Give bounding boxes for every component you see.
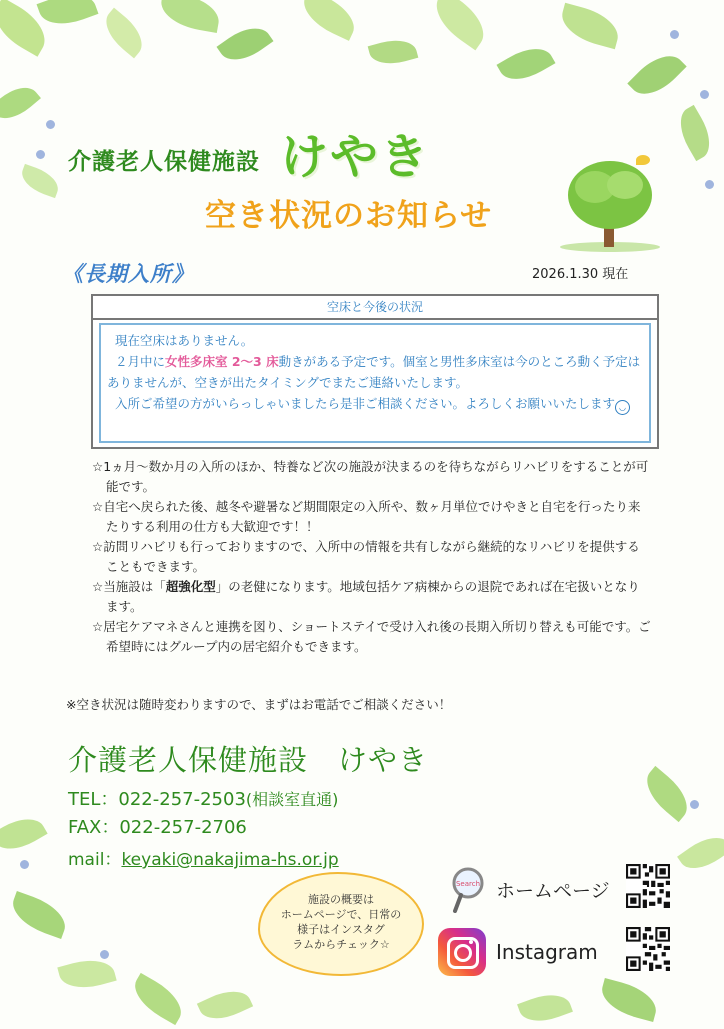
date-label: 2026.1.30 現在 xyxy=(532,267,629,282)
callout-line: ホームページで、日常の xyxy=(280,908,402,921)
tel-note: (相談室直通) xyxy=(245,790,339,809)
facility-name-heading: けやき xyxy=(280,129,431,185)
status-line-2-pre: ２月中に xyxy=(114,354,165,369)
status-box-title: 空床と今後の状況 xyxy=(93,296,657,320)
search-icon-text: Search xyxy=(455,880,481,888)
mail-link[interactable]: keyaki@nakajima-hs.or.jp xyxy=(121,850,339,870)
feature-list xyxy=(92,457,652,657)
instagram-link[interactable]: Instagram xyxy=(496,940,598,964)
tel-number[interactable]: 022-257-2503 xyxy=(118,789,246,810)
callout-line: 施設の概要は xyxy=(308,893,374,906)
list-item: ☆自宅へ戻られた後、越冬や避暑など期間限定の入所や、数ヶ月単位でけやきと自宅を行ったり来たりする利用の仕方も大歓迎です！！ xyxy=(92,499,641,534)
section-label: 《長期入所》 xyxy=(62,262,194,286)
list-item: ☆居宅ケアマネさんと連携を図り、ショートステイで受け入れ後の長期入所切り替えも可能です。ご希望時にはグループ内の居宅紹介もできます。 xyxy=(92,619,651,654)
contact-facility-name: 介護老人保健施設 けやき xyxy=(68,743,429,777)
facility-type-heading: 介護老人保健施設 xyxy=(68,149,260,175)
search-icon[interactable] xyxy=(449,867,487,913)
list-item: ☆1ヵ月～数か月の入所のほか、特養など次の施設が決まるのを待ちながらリハビリをすることが可能です。 xyxy=(92,459,649,494)
callout-text xyxy=(274,892,408,952)
list-item-text: ☆当施設は「 xyxy=(92,579,166,594)
tree-illustration xyxy=(555,155,665,255)
tel-label: TEL： xyxy=(68,789,119,810)
fax-number: 022-257-2706 xyxy=(119,817,247,838)
status-box xyxy=(91,294,659,449)
contact-fax xyxy=(68,813,247,839)
status-highlight: 女性多床室 2～3 床 xyxy=(164,354,279,369)
footnote: ※空き状況は随時変わりますので、まずはお電話でご相談ください！ xyxy=(66,697,452,712)
mail-label: mail： xyxy=(68,850,122,870)
notice-title: 空き状況のお知らせ xyxy=(205,198,493,234)
instagram-icon[interactable] xyxy=(438,928,486,976)
instagram-qr-code-icon[interactable] xyxy=(626,927,670,971)
callout-line: ラムからチェック☆ xyxy=(292,938,390,951)
list-item xyxy=(92,577,652,617)
list-item-text: 」の老健になります。地域包括ケア病棟からの退院であれば在宅扱いとなります。 xyxy=(106,579,640,614)
callout-line: 様子はインスタグ xyxy=(297,923,385,936)
list-item: ☆訪問リハビリも行っておりますので、入所中の情報を共有しながら継続的なリハビリを提供することもできます。 xyxy=(92,539,640,574)
status-line-1: 現在空床はありません。 xyxy=(114,333,254,348)
homepage-qr-code-icon[interactable] xyxy=(626,864,670,908)
contact-mail xyxy=(68,845,339,870)
status-line-3: 入所ご希望の方がいらっしゃいましたら是非ご相談ください。よろしくお願いいたします xyxy=(114,396,615,411)
fax-label: FAX： xyxy=(68,817,120,838)
callout-bubble xyxy=(258,872,424,976)
list-item-bold: 超強化型 xyxy=(165,579,216,594)
smile-icon: ◡ xyxy=(615,400,630,415)
bird-icon xyxy=(636,155,650,165)
homepage-link[interactable]: ホームページ xyxy=(496,880,610,902)
status-box-body xyxy=(99,323,651,443)
status-line-2-post: 動きがある予定です。個室と男性多床室は今のところ動く予定はありませんが、空きが出たタイミングでまたご連絡いたします。 xyxy=(107,354,641,390)
contact-tel xyxy=(68,785,338,811)
